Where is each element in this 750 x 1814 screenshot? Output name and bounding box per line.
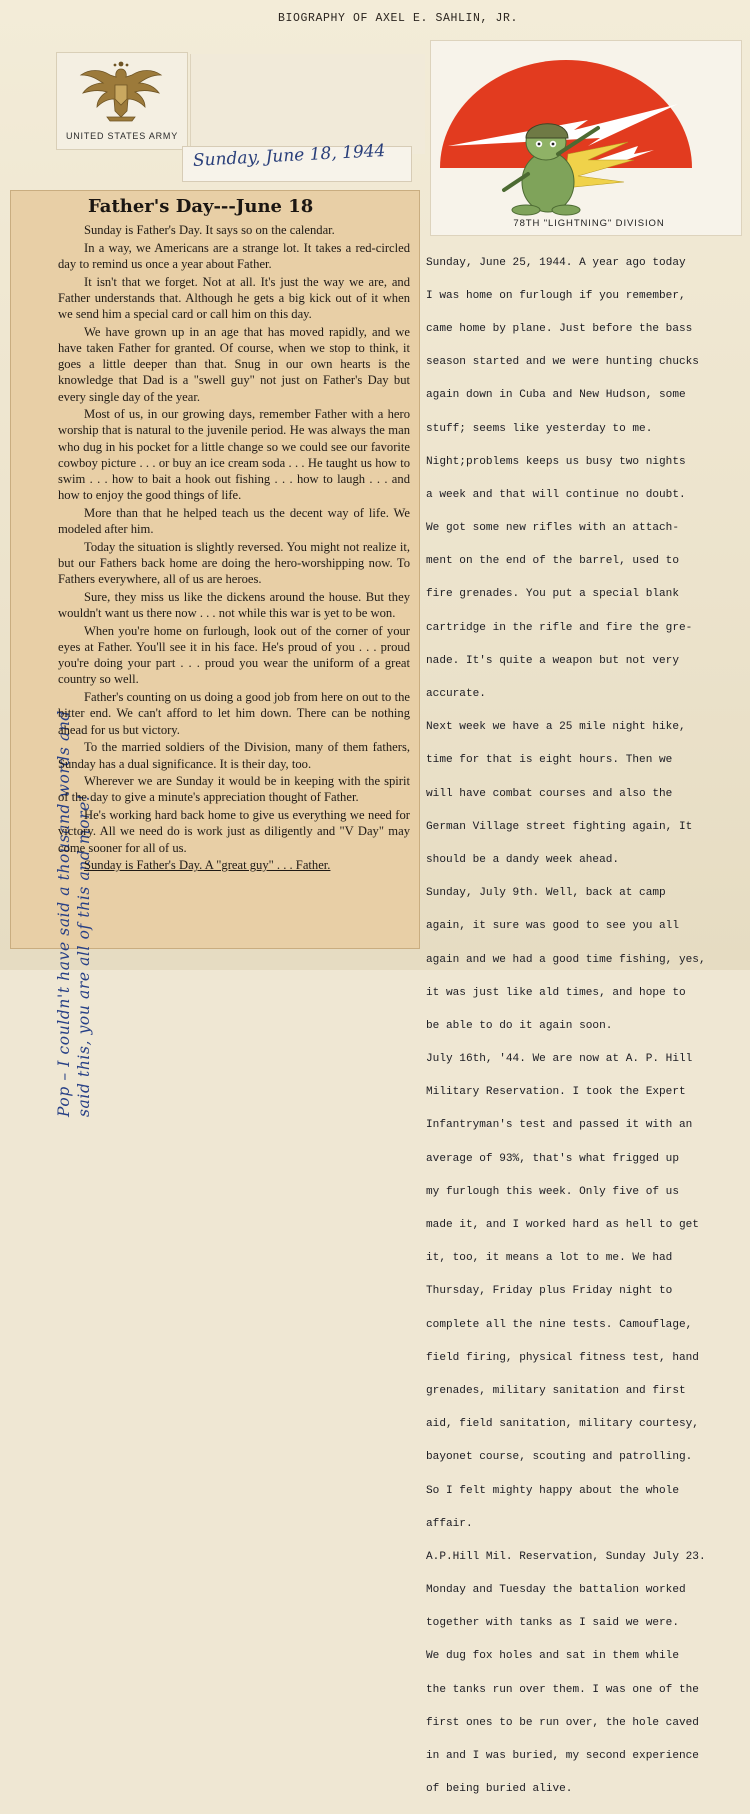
letter-line: grenades, military sanitation and first (426, 1384, 686, 1397)
letter-line: So I felt mighty happy about the whole (426, 1484, 679, 1497)
typed-letter (426, 238, 742, 1814)
letter-line: bayonet course, scouting and patrolling. (426, 1451, 693, 1464)
letter-line: together with tanks as I said we were. (426, 1617, 679, 1630)
letter-line: complete all the nine tests. Camouflage, (426, 1318, 693, 1331)
clipping-paragraph: Wherever we are Sunday it would be in keeping with the spirit of the day to give a minute's appreciation thought of Father. (58, 774, 410, 805)
clipping-paragraph: Today the situation is slightly reversed. You might not realize it, but our Fathers back home are doing the hero-worshipping now. To Fathers everywhere, all of us are heroes. (58, 539, 410, 587)
insignia-caption: 78TH "LIGHTNING" DIVISION (513, 218, 665, 229)
letter-line: accurate. (426, 688, 486, 701)
letter-line: it was just like ald times, and hope to (426, 986, 686, 999)
letter-line: Sunday, June 25, 1944. A year ago today (426, 256, 686, 269)
letter-line: of being buried alive. (426, 1783, 573, 1796)
letter-line: German Village street fighting again, It (426, 820, 693, 833)
clipping-title: Father's Day---June 18 (88, 196, 314, 217)
letter-line: I was home on furlough if you remember, (426, 289, 686, 302)
letter-line: Military Reservation. I took the Expert (426, 1086, 686, 1099)
letter-line: affair. (426, 1517, 473, 1530)
clipping-paragraph: When you're home on furlough, look out of the corner of your eyes at Father. You'll see it in his face. He's proud of you . . . proud you're doing your part . . . proud you wear the uniform of a great country so well. (58, 623, 410, 687)
army-logo-caption: UNITED STATES ARMY (65, 131, 179, 141)
letter-line: Sunday, July 9th. Well, back at camp (426, 887, 666, 900)
letter-line: should be a dandy week ahead. (426, 853, 620, 866)
clipping-paragraph: Sunday is Father's Day. A "great guy" . . . Father. (84, 858, 331, 873)
letter-line: again, it sure was good to see you all (426, 920, 679, 933)
letter-line: in and I was buried, my second experience (426, 1750, 699, 1763)
letter-line: Night;problems keeps us busy two nights (426, 455, 686, 468)
letter-line: season started and we were hunting chucks (426, 356, 699, 369)
letter-line: stuff; seems like yesterday to me. (426, 422, 653, 435)
letter-line: my furlough this week. Only five of us (426, 1185, 679, 1198)
letter-line: Next week we have a 25 mile night hike, (426, 721, 686, 734)
letter-line: be able to do it again soon. (426, 1019, 613, 1032)
letter-line: the tanks run over them. I was one of the (426, 1683, 699, 1696)
blank-paper-note (190, 54, 425, 154)
letter-line: it, too, it means a lot to me. We had (426, 1252, 673, 1265)
clipping-paragraph: Sunday is Father's Day. It says so on the calendar. (84, 223, 335, 237)
eagle-seal-icon (77, 59, 165, 125)
letter-line: made it, and I worked hard as hell to get (426, 1219, 699, 1232)
clipping-paragraph: We have grown up in an age that has moved rapidly, and we have taken Father for granted. Of course, when we stop to think, it goes a little deeper than that. Snug in our own hearts is the knowledge that Dad is a "swell guy" not just on Father's Day but every single day of the year. (58, 324, 410, 404)
letter-line: first ones to be run over, the hole caved (426, 1716, 699, 1729)
clipping-paragraph: To the married soldiers of the Division, many of them fathers, Sunday has a dual significance. It is their day, too. (58, 740, 410, 771)
letter-line: aid, field sanitation, military courtesy, (426, 1418, 699, 1431)
letter-line: Monday and Tuesday the battalion worked (426, 1584, 686, 1597)
letter-line: came home by plane. Just before the bass (426, 322, 693, 335)
letter-line: We got some new rifles with an attach- (426, 522, 679, 535)
date-note-strip (182, 140, 412, 182)
clipping-paragraph: Sure, they miss us like the dickens around the house. But they wouldn't want us there now . . . not while this war is yet to be won. (58, 589, 410, 621)
letter-line: again and we had a good time fishing, yes, (426, 953, 706, 966)
clipping-paragraph: More than that he helped teach us the decent way of life. We modeled after him. (58, 505, 410, 537)
letter-line: ment on the end of the barrel, used to (426, 555, 679, 568)
letter-line: average of 93%, that's what frigged up (426, 1152, 679, 1165)
letter-line: will have combat courses and also the (426, 787, 673, 800)
page-header-title: BIOGRAPHY OF AXEL E. SAHLIN, JR. (278, 12, 519, 25)
army-logo-card (56, 52, 188, 150)
clipping-paragraph: Father's counting on us doing a good job from here on out to the bitter end. We can't afford to let him down. There can be nothing ahead for us but victory. (58, 690, 410, 737)
letter-line: Thursday, Friday plus Friday night to (426, 1285, 673, 1298)
letter-line: time for that is eight hours. Then we (426, 754, 673, 767)
handwritten-note-line: said this, you are all of this and more! (75, 794, 93, 1117)
letter-line: cartridge in the rifle and fire the gre- (426, 621, 693, 634)
clipping-paragraph: It isn't that we forget. Not at all. It's just the way we are, and Father understands that. Although he gets a big kick out of it when we send him a special card or call him on this day. (58, 274, 410, 322)
letter-line: A.P.Hill Mil. Reservation, Sunday July 23. (426, 1550, 706, 1563)
handwritten-note-line: Pop – I couldn't have said a thousand words and (55, 710, 73, 1117)
clipping-paragraph: In a way, we Americans are a strange lot. It takes a red-circled day to remind us once a year about Father. (58, 240, 410, 271)
letter-line: a week and that will continue no doubt. (426, 488, 686, 501)
letter-line: We dug fox holes and sat in them while (426, 1650, 679, 1663)
lightning-division-insignia-icon (438, 50, 694, 220)
letter-line: Infantryman's test and passed it with an (426, 1119, 693, 1132)
clipping-paragraph: He's working hard back home to give us everything we need for victory. All we need do is work just as diligently and "V Day" may come sooner for all of us. (58, 808, 410, 855)
letter-line: nade. It's quite a weapon but not very (426, 654, 679, 667)
handwritten-date: Sunday, June 18, 1944 (192, 140, 386, 171)
letter-line: fire grenades. You put a special blank (426, 588, 679, 601)
clipping-body (58, 222, 410, 873)
letter-line: July 16th, '44. We are now at A. P. Hill (426, 1053, 693, 1066)
clipping-paragraph: Most of us, in our growing days, remember Father with a hero worship that is natural to the juvenile period. He was always the man who dug in his pocket for a little change so we could see our favorite cowboy picture . . . or buy an ice cream soda . . . He taught us how to swim . . . how to bait a hook out fishing . . . how to laugh . . . and how to enjoy the good things of life. (58, 407, 410, 503)
letter-line: field firing, physical fitness test, hand (426, 1351, 699, 1364)
letter-line: again down in Cuba and New Hudson, some (426, 389, 686, 402)
